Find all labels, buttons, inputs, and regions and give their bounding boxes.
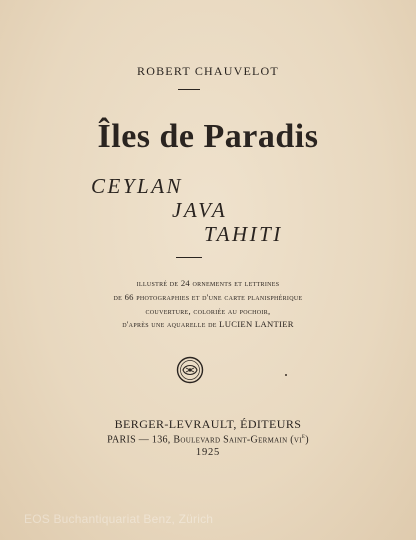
top-divider <box>178 89 200 90</box>
author-name: ROBERT CHAUVELOT <box>137 64 279 78</box>
publisher-address: PARIS — 136, Boulevard Saint-Germain $(vi^e)$ <box>107 432 309 446</box>
place-tahiti: TAHITI <box>204 222 283 246</box>
ink-speck <box>285 374 287 376</box>
illustration-line-4: d'après une aquarelle de LUCIEN LANTIER <box>122 319 294 329</box>
illustration-line-1: illustré de 24 ornements et lettrines <box>136 278 280 288</box>
place-ceylan: CEYLAN <box>91 174 184 198</box>
illustration-line-2: de 66 photographies et d'une carte planisphérique <box>113 292 303 302</box>
middle-divider <box>176 257 202 258</box>
book-title: Îles de Paradis <box>97 118 319 155</box>
publisher-emblem-icon <box>175 355 205 385</box>
superscript-e: e <box>301 432 306 440</box>
watermark-text: EOS Buchantiquariat Benz, Zürich <box>24 512 214 526</box>
illustration-line-3: couverture, coloriée au pochoir, <box>145 306 271 316</box>
publisher-name: BERGER-LEVRAULT, ÉDITEURS <box>114 417 302 431</box>
publication-year: 1925 <box>195 447 221 458</box>
place-java: JAVA <box>172 198 228 222</box>
